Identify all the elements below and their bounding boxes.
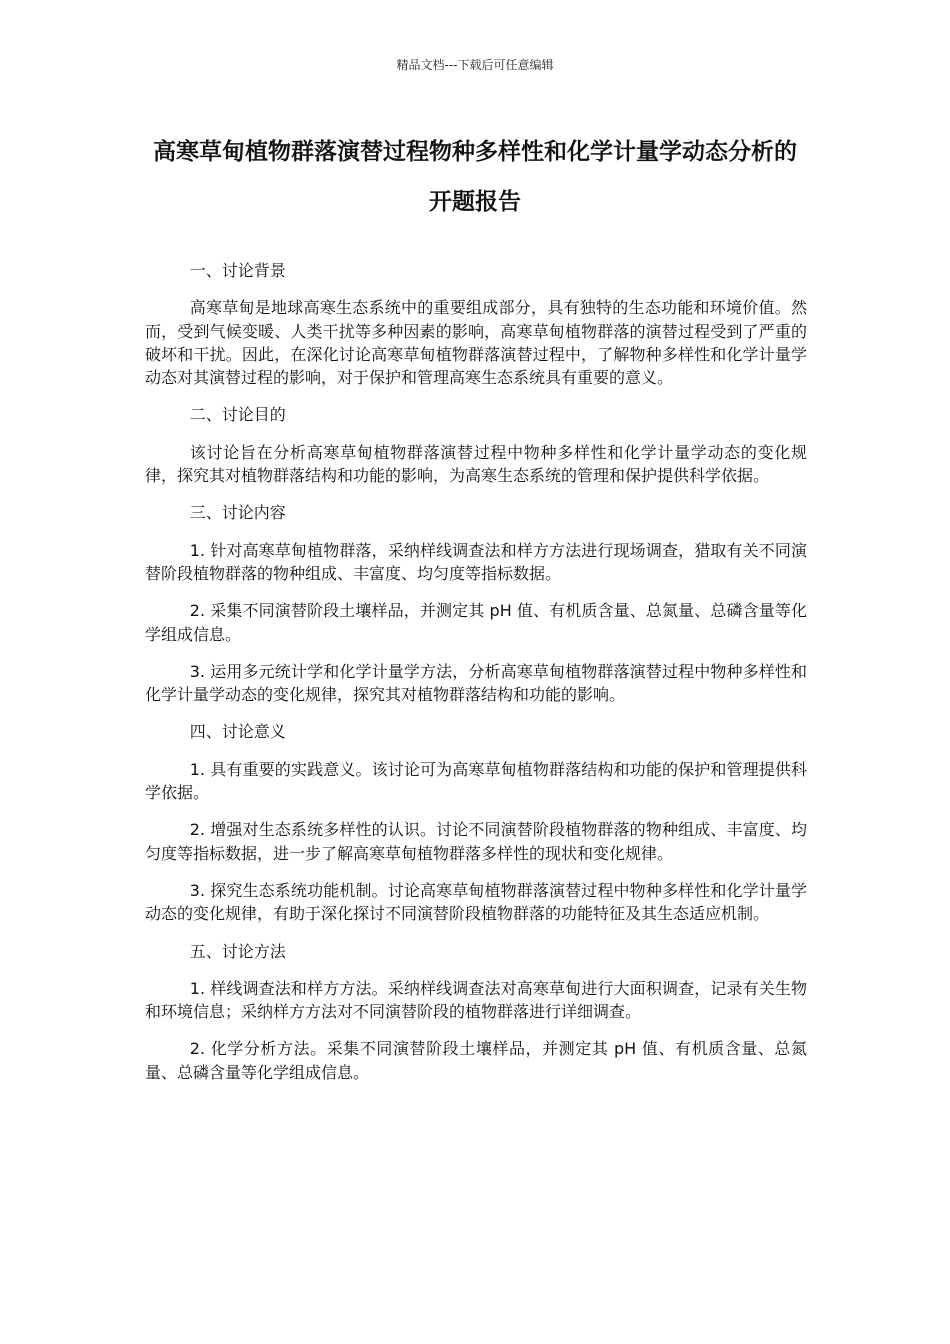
section-significance xyxy=(145,720,807,925)
paragraph: 该讨论旨在分析高寒草甸植物群落演替过程中物种多样性和化学计量学动态的变化规律，探究其对植物群落结构和功能的影响，为高寒生态系统的管理和保护提供科学依据。 xyxy=(145,442,807,486)
list-item: 2. 化学分析方法。采集不同演替阶段土壤样品，并测定其 pH 值、有机质含量、总氮量、总磷含量等化学组成信息。 xyxy=(145,1039,807,1082)
section-methods xyxy=(145,940,807,1084)
paragraph: 高寒草甸是地球高寒生态系统中的重要组成部分，具有独特的生态功能和环境价值。然而，受到气候变暖、人类干扰等多种因素的影响，高寒草甸植物群落的演替过程受到了严重的破坏和干扰。因此，在深化讨论高寒草甸植物群落演替过程中，了解物种多样性和化学计量学动态对其演替过程的影响，对于保护和管理高寒生态系统具有重要的意义。 xyxy=(145,298,807,388)
section-heading: 五、讨论方法 xyxy=(189,941,286,961)
section-heading: 三、讨论内容 xyxy=(189,503,286,523)
list-item: 1. 样线调查法和样方方法。采纳样线调查法对高寒草甸进行大面积调查，记录有关生物和环境信息；采纳样方方法对不同演替阶段的植物群落进行详细调查。 xyxy=(145,978,807,1022)
list-item: 2. 采集不同演替阶段土壤样品，并测定其 pH 值、有机质含量、总氮量、总磷含量等化学组成信息。 xyxy=(145,601,807,644)
section-content xyxy=(145,501,807,706)
document-body xyxy=(145,259,807,1098)
section-purpose xyxy=(145,403,807,487)
section-heading: 四、讨论意义 xyxy=(189,722,286,742)
list-item: 3. 运用多元统计学和化学计量学方法，分析高寒草甸植物群落演替过程中物种多样性和化学计量学动态的变化规律，探究其对植物群落结构和功能的影响。 xyxy=(145,661,807,705)
document-title: 高寒草甸植物群落演替过程物种多样性和化学计量学动态分析的开题报告 xyxy=(153,139,797,215)
section-heading: 二、讨论目的 xyxy=(189,405,286,425)
list-item: 1. 具有重要的实践意义。该讨论可为高寒草甸植物群落结构和功能的保护和管理提供科学依据。 xyxy=(145,759,807,803)
list-item: 1. 针对高寒草甸植物群落，采纳样线调查法和样方方法进行现场调查，猎取有关不同演替阶段植物群落的物种组成、丰富度、均匀度等指标数据。 xyxy=(145,540,807,583)
list-item: 2. 增强对生态系统多样性的认识。讨论不同演替阶段植物群落的物种组成、丰富度、均匀度等指标数据，进一步了解高寒草甸植物群落多样性的现状和变化规律。 xyxy=(145,820,807,863)
page-header-note: 精品文档---下载后可任意编辑 xyxy=(396,58,554,72)
section-heading: 一、讨论背景 xyxy=(189,261,286,280)
list-item: 3. 探究生态系统功能机制。讨论高寒草甸植物群落演替过程中物种多样性和化学计量学动态的变化规律，有助于深化探讨不同演替阶段植物群落的功能特征及其生态适应机制。 xyxy=(145,880,807,924)
section-background xyxy=(145,259,807,389)
